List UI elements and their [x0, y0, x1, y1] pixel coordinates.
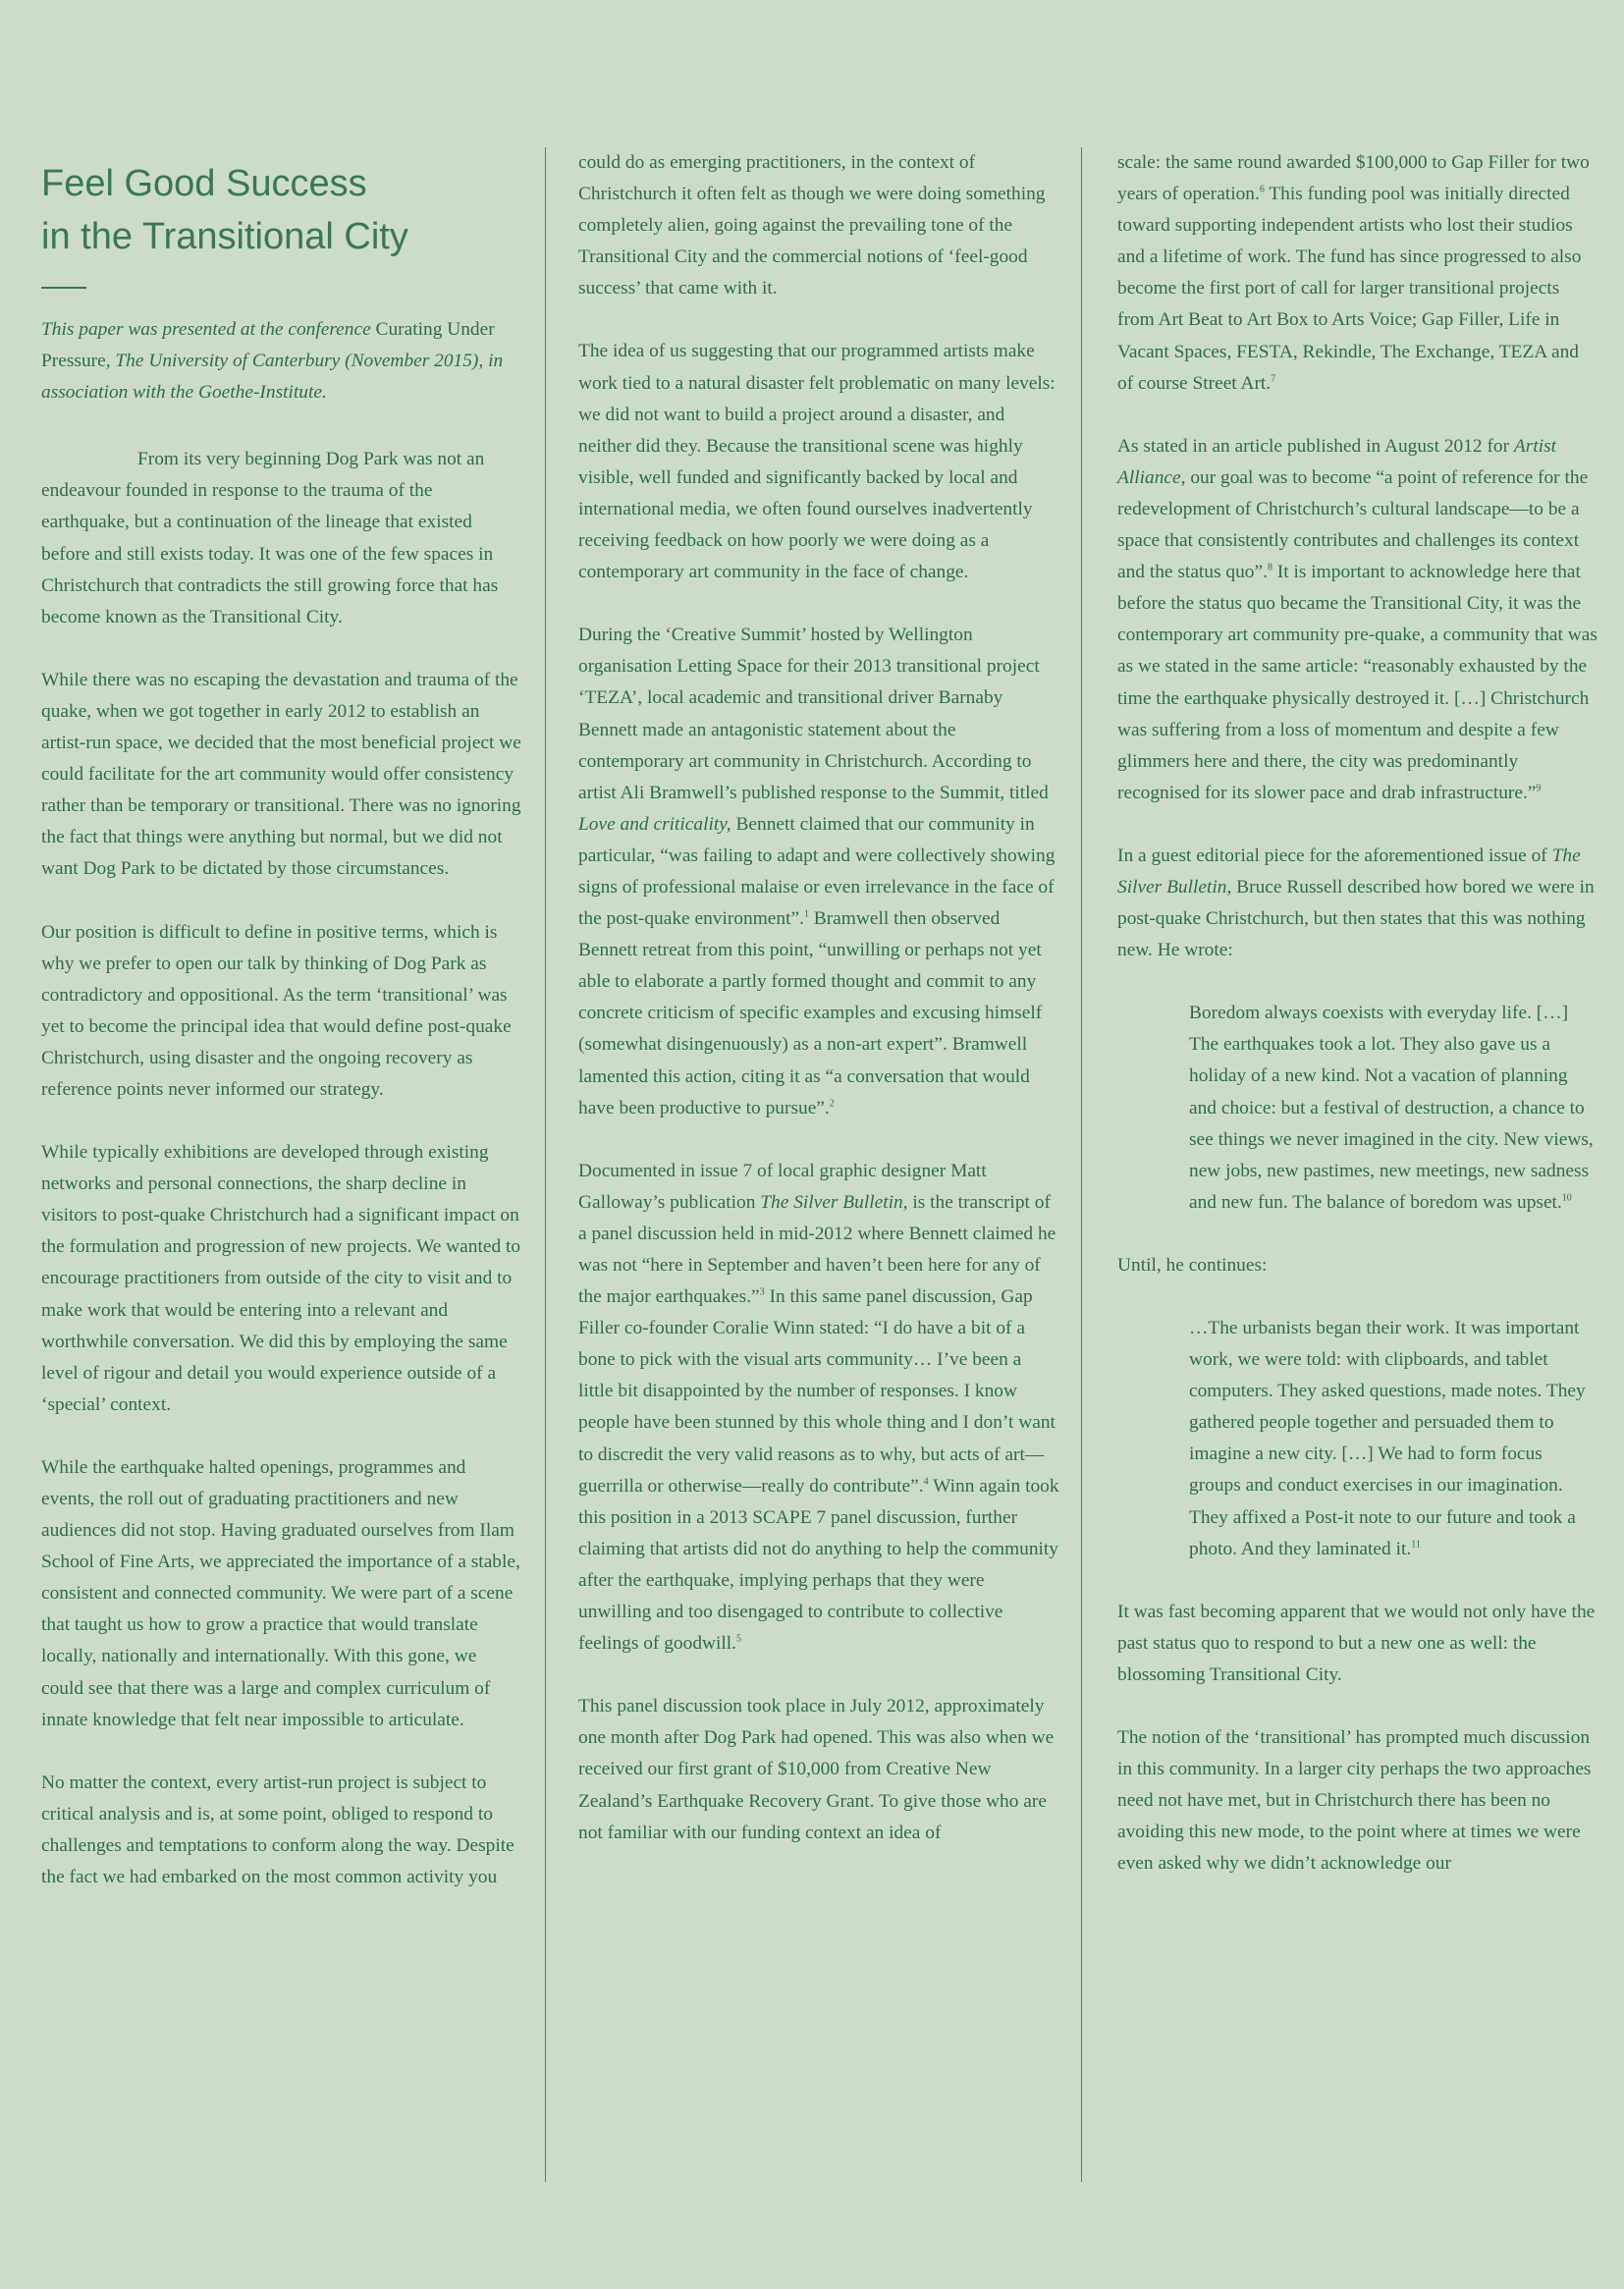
footnote-ref: 6 [1259, 184, 1265, 195]
footnote-ref: 4 [923, 1476, 929, 1488]
column-1 [41, 157, 522, 1925]
footnote-ref: 7 [1271, 373, 1276, 385]
paragraph: During the ‘Creative Summit’ hosted by Wellington organisation Letting Space for their 2013 transitional project ‘TEZA’, local academic and transitional driver Barnaby Bennett made an antagonistic statement about the contemporary art community in Christchurch. According to artist Ali Bramwell’s published response to the Summit, titled Love and criticality, Bennett claimed that our community in particular, “was failing to adapt and were collectively showing signs of professional malaise or even irrelevance in the face of the post-quake environment”.$^1$ Bramwell then observed Bennett retreat from this point, “unwilling or perhaps not yet able to elaborate a partly formed thought and commit to any concrete criticism of specific examples and excusing himself (somewhat disingenuously) as a non-art expert”. Bramwell lamented this action, citing it as “a conversation that would have been productive to pursue”.$^2$ [578, 625, 1056, 1118]
paragraph: From its very beginning Dog Park was not an endeavour founded in response to the trauma of the earthquake, but a continuation of the lineage that existed before and still exists today. It was one of the few spaces in Christchurch that contradicts the still growing force that has become known as the Transitional City. [41, 449, 499, 627]
footnote-ref: 10 [1561, 1192, 1572, 1204]
paragraph: Our position is difficult to define in positive terms, which is why we prefer to open our talk by thinking of Dog Park as contradictory and oppositional. As the term ‘transitional’ was yet to become the principal idea that would define post-quake Christchurch, using disaster and the ongoing recovery as reference points never informed our strategy. [41, 921, 512, 1100]
cited-title: The Silver Bulletin, [760, 1191, 908, 1213]
footnote-ref: 1 [803, 908, 809, 920]
paragraph: The notion of the ‘transitional’ has prompted much discussion in this community. In a larger city perhaps the two approaches need not have met, but in Christchurch there has been no avoiding this new mode, to the point where at times we were even asked why we didn’t acknowledge our [1117, 1727, 1592, 1875]
paragraph: In a guest editorial piece for the aforementioned issue of The Silver Bulletin, Bruce Russell described how bored we were in post-quake Christchurch, but then states that this was nothing new. He wrote: [1117, 845, 1595, 961]
cited-title: The Silver Bulletin, [1117, 845, 1581, 898]
footnote-ref: 8 [1267, 562, 1272, 573]
title-line-2: in the Transitional City [41, 216, 408, 257]
column-divider-1 [545, 147, 546, 2182]
paragraph: As stated in an article published in August 2012 for Artist Alliance, our goal was to become “a point of reference for the redevelopment of Christchurch’s cultural landscape—to be a space that consistently contributes and challenges its context and the status quo”.$^8$ It is important to acknowledge here that before the status quo became the Transitional City, it was the contemporary art community pre-quake, a community that was as we stated in the same article: “reasonably exhausted by the time the earthquake physically destroyed it. […] Christchurch was suffering from a loss of momentum and despite a few glimmers here and there, the city was predominantly recognised for its slower pace and drab infrastructure.”$^9$ [1117, 435, 1597, 803]
footnote-ref: 5 [736, 1633, 742, 1645]
conference-name: Curating Under Pressure [41, 319, 495, 372]
paragraph: The idea of us suggesting that our programmed artists make work tied to a natural disaster felt problematic on many levels: we did not want to build a project around a disaster, and neither did they. Because the transitional scene was highly visible, well funded and significantly backed by local and international media, we often found ourselves inadvertently receiving feedback on how poorly we were doing as a contemporary art community in the face of change. [578, 341, 1056, 583]
column-2 [578, 152, 1059, 1880]
cited-title: Love and criticality, [578, 813, 731, 835]
footnote-ref: 11 [1411, 1539, 1421, 1551]
paragraph: While typically exhibitions are developed through existing networks and personal connections, the sharp decline in visitors to post-quake Christchurch had a significant impact on the formulation and progression of new projects. We wanted to encourage practitioners from outside of the city to visit and to make work that would be entering into a relevant and worthwhile conversation. We did this by employing the same level of rigour and detail you would experience outside of a ‘special’ context. [41, 1142, 521, 1415]
block-quote: Boredom always coexists with everyday life. […] The earthquakes took a lot. They also gave us a holiday of a new kind. Not a vacation of planning and choice: but a festival of destruction, a chance to see things we never imagined in the city. New views, new jobs, new pastimes, new meetings, new sadness and new fun. The balance of boredom was upset.$^{10}$ [1189, 1003, 1594, 1213]
intro-note: This paper was presented at the conference Curating Under Pressure, The University of Canterbury (November 2015), in association with the Goethe-Institute. [41, 319, 504, 404]
paragraph: While the earthquake halted openings, programmes and events, the roll out of graduating practitioners and new audiences did not stop. Having graduated ourselves from Ilam School of Fine Arts, we appreciated the importance of a stable, consistent and connected community. We were part of a scene that taught us how to grow a practice that would translate locally, nationally and internationally. With this gone, we could see that there was a large and complex curriculum of innate knowledge that felt near impossible to articulate. [41, 1456, 520, 1730]
title-line-1: Feel Good Success [41, 163, 367, 204]
paragraph: Until, he continues: [1117, 1254, 1268, 1276]
paragraph: could do as emerging practitioners, in the context of Christchurch it often felt as though we were doing something completely alien, going against the prevailing tone of the Transitional City and the commercial notions of ‘feel-good success’ that came with it. [578, 152, 1046, 300]
paragraph: No matter the context, every artist-run project is subject to critical analysis and is, at some point, obliged to respond to challenges and temptations to conform along the way. Despite the fact we had embarked on the most common activity you [41, 1771, 514, 1888]
article-title [41, 157, 522, 263]
paragraph: scale: the same round awarded $100,000 to Gap Filler for two years of operation.$^6$ This funding pool was initially directed toward supporting independent artists who lost their studios and a lifetime of work. The fund has since progressed to also become the first port of call for larger transitional projects from Art Beat to Art Box to Arts Voice; Gap Filler, Life in Vacant Spaces, FESTA, Rekindle, The Exchange, TEZA and of course Street Art.$^7$ [1117, 152, 1590, 394]
paragraph: It was fast becoming apparent that we would not only have the past status quo to respond to but a new one as well: the blossoming Transitional City. [1117, 1601, 1596, 1685]
footnote-ref: 2 [829, 1098, 835, 1110]
column-divider-2 [1081, 147, 1082, 2182]
title-underline [41, 287, 86, 289]
cited-title: Artist Alliance, [1117, 435, 1557, 488]
column-3 [1117, 152, 1598, 1912]
block-quote: …The urbanists began their work. It was important work, we were told: with clipboards, and tablet computers. They asked questions, made notes. They gathered people together and persuaded them to imagine a new city. […] We had to form focus groups and conduct exercises in our imagination. They affixed a Post-it note to our future and took a photo. And they laminated it.$^{11}$ [1189, 1318, 1586, 1559]
paragraph: While there was no escaping the devastation and trauma of the quake, when we got together in early 2012 to establish an artist-run space, we decided that the most beneficial project we could facilitate for the art community would offer consistency rather than be temporary or transitional. There was no ignoring the fact that things were anything but normal, but we did not want Dog Park to be dictated by those circumstances. [41, 669, 521, 880]
footnote-ref: 3 [759, 1286, 765, 1298]
footnote-ref: 9 [1536, 783, 1542, 794]
paragraph: This panel discussion took place in July 2012, approximately one month after Dog Park had opened. This was also when we received our first grant of $10,000 from Creative New Zealand’s Earthquake Recovery Grant. To give those who are not familiar with our funding context an idea of [578, 1696, 1055, 1843]
paragraph: Documented in issue 7 of local graphic designer Matt Galloway’s publication The Silver Bulletin, is the transcript of a panel discussion held in mid-2012 where Bennett claimed he was not “here in September and haven’t been here for any of the major earthquakes.”$^3$ In this same panel discussion, Gap Filler co-founder Coralie Winn stated: “I do have a bit of a bone to pick with the visual arts community… I’ve been a little bit disappointed by the number of responses. I know people have been stunned by this whole thing and I don’t want to discredit the very valid reasons as to why, but acts of art—guerrilla or otherwise—really do contribute”.$^4$ Winn again took this position in a 2013 SCAPE 7 panel discussion, further claiming that artists did not do anything to help the community after the earthquake, implying perhaps that they were unwilling and too disengaged to contribute to collective feelings of goodwill.$^5$ [578, 1160, 1059, 1655]
